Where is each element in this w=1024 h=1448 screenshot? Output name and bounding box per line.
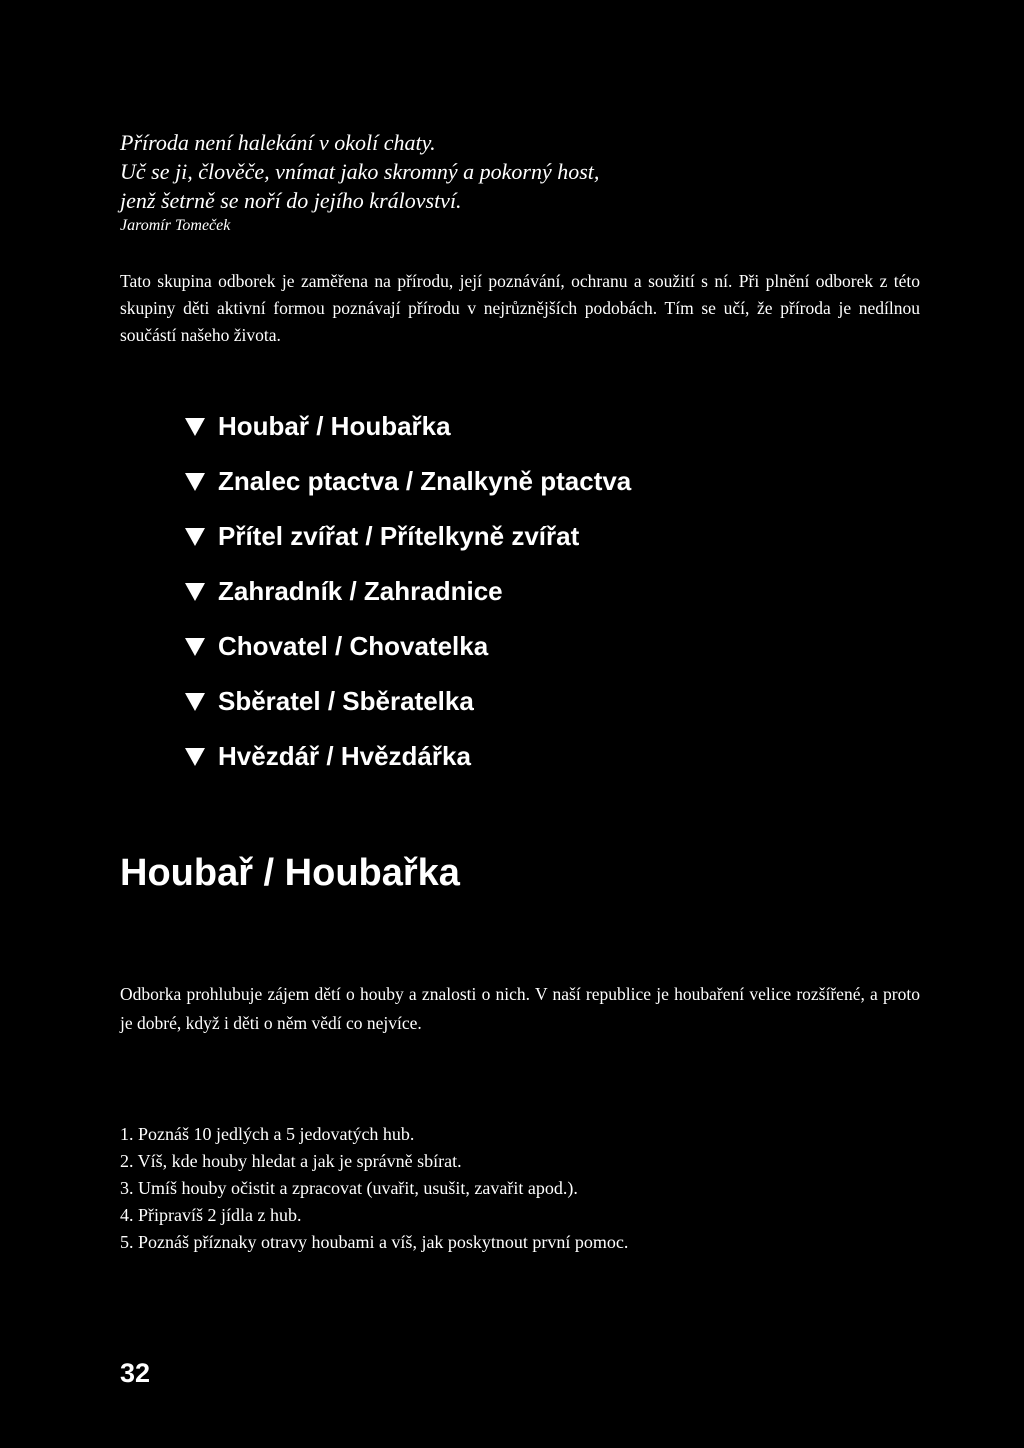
triangle-bullet-icon [185, 528, 205, 546]
triangle-bullet-icon [185, 473, 205, 491]
motto-author: Jaromír Tomeček [120, 217, 231, 234]
triangle-bullet-icon [185, 748, 205, 766]
badge-label: Sběratel / Sběratelka [218, 685, 474, 716]
triangle-bullet-icon [185, 693, 205, 711]
badge-item-hvezdar [185, 728, 631, 783]
motto-quote [120, 128, 920, 237]
badge-item-pritel-zvirat [185, 508, 631, 563]
badge-item-zahradnik [185, 563, 631, 618]
badge-list [185, 398, 631, 783]
requirement-item: 4. Připravíš 2 jídla z hub. [120, 1205, 302, 1225]
badge-label: Hvězdář / Hvězdářka [218, 740, 471, 771]
triangle-bullet-icon [185, 638, 205, 656]
section-title: Houbař / Houbařka [120, 852, 460, 894]
badge-item-houbar [185, 398, 631, 453]
badge-item-znalec-ptactva [185, 453, 631, 508]
requirement-item: 1. Poznáš 10 jedlých a 5 jedovatých hub. [120, 1124, 415, 1144]
motto-line: Příroda není halekání v okolí chaty. [120, 130, 436, 155]
badge-label: Přítel zvířat / Přítelkyně zvířat [218, 520, 580, 551]
page-number: 32 [120, 1358, 151, 1388]
badge-label: Znalec ptactva / Znalkyně ptactva [218, 465, 632, 496]
badge-item-sberatel [185, 673, 631, 728]
requirement-item: 3. Umíš houby očistit a zpracovat (uvařit, usušit, zavařit apod.). [120, 1178, 578, 1198]
section-description: Odborka prohlubuje zájem dětí o houby a znalosti o nich. V naší republice je houbaření velice rozšířené, a proto je dobré, když i děti o něm vědí co nejvíce. [120, 984, 920, 1033]
requirement-item: 2. Víš, kde houby hledat a jak je správně sbírat. [120, 1151, 462, 1171]
badge-item-chovatel [185, 618, 631, 673]
triangle-bullet-icon [185, 418, 205, 436]
requirements-list [120, 1121, 628, 1256]
motto-line: jenž šetrně se noří do jejího království. [120, 188, 462, 213]
triangle-bullet-icon [185, 583, 205, 601]
badge-label: Zahradník / Zahradnice [218, 575, 503, 606]
intro-paragraph: Tato skupina odborek je zaměřena na přírodu, její poznávání, ochranu a soužití s ní. Při plnění odborek z této skupiny děti aktivní formou poznávají přírodu v nejrůznějších podobách. Tím se učí, že příroda je nedílnou součástí našeho života. [120, 271, 920, 345]
motto-line: Uč se ji, člověče, vnímat jako skromný a pokorný host, [120, 159, 600, 184]
badge-label: Chovatel / Chovatelka [218, 630, 489, 661]
badge-label: Houbař / Houbařka [218, 410, 451, 441]
requirement-item: 5. Poznáš příznaky otravy houbami a víš, jak poskytnout první pomoc. [120, 1232, 629, 1252]
